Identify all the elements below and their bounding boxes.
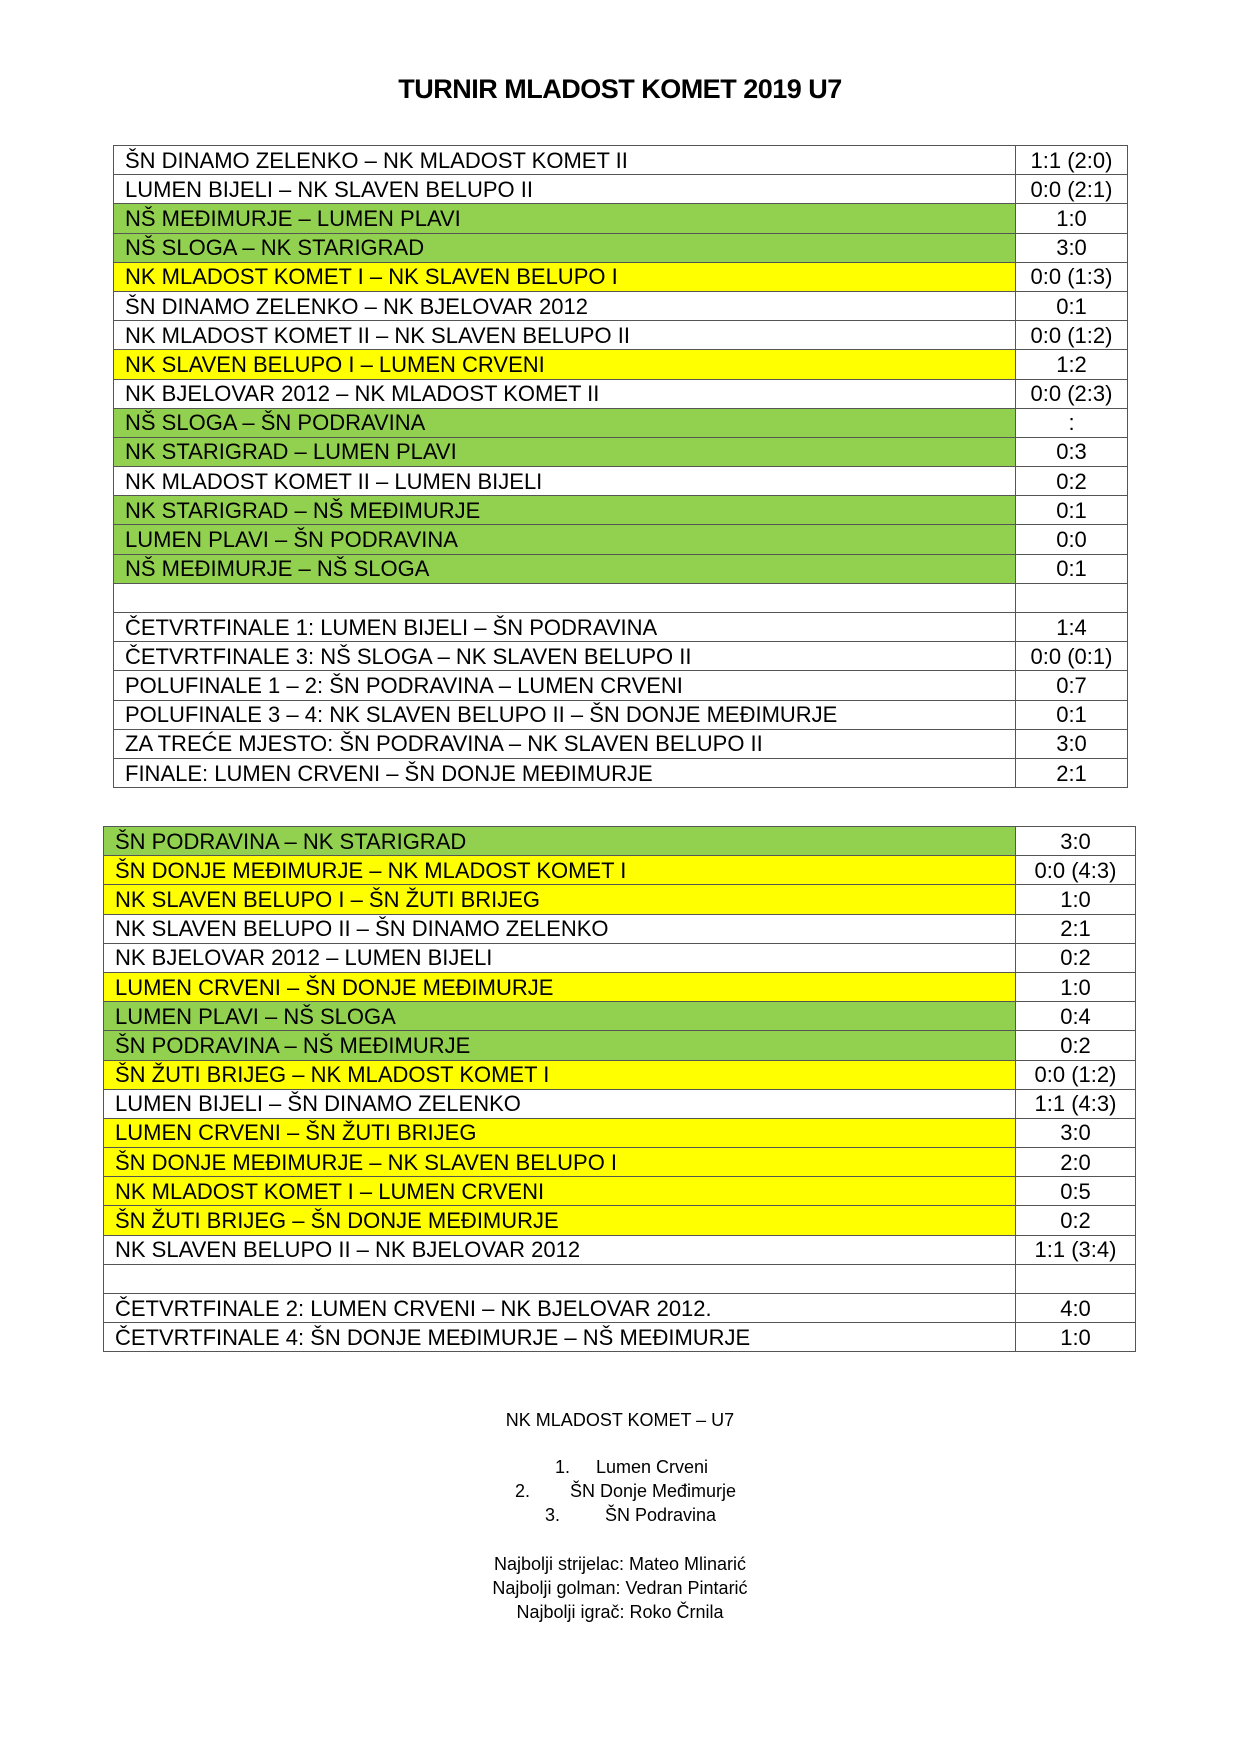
standing-3 (0, 1503, 1240, 1527)
match-score: : (1016, 408, 1128, 437)
match-teams: LUMEN CRVENI – ŠN DONJE MEĐIMURJE (104, 972, 1016, 1001)
match-row (104, 885, 1136, 914)
match-teams: ČETVRTFINALE 1: LUMEN BIJELI – ŠN PODRAVINA (114, 613, 1016, 642)
match-row (104, 856, 1136, 885)
match-row (114, 758, 1128, 787)
match-row (104, 1235, 1136, 1264)
match-teams: NK SLAVEN BELUPO I – LUMEN CRVENI (114, 350, 1016, 379)
match-score: 0:5 (1016, 1177, 1136, 1206)
match-score: 0:0 (1:2) (1016, 321, 1128, 350)
standing-team: ŠN Donje Međimurje (570, 1481, 737, 1501)
match-teams: ŠN DONJE MEĐIMURJE – NK MLADOST KOMET I (104, 856, 1016, 885)
match-teams: LUMEN CRVENI – ŠN ŽUTI BRIJEG (104, 1118, 1016, 1147)
match-teams: NK STARIGRAD – LUMEN PLAVI (114, 437, 1016, 466)
match-score: 0:2 (1016, 943, 1136, 972)
match-teams: NŠ MEĐIMURJE – LUMEN PLAVI (114, 204, 1016, 233)
match-teams: LUMEN PLAVI – ŠN PODRAVINA (114, 525, 1016, 554)
match-teams: NŠ SLOGA – NK STARIGRAD (114, 233, 1016, 262)
match-teams: ČETVRTFINALE 3: NŠ SLOGA – NK SLAVEN BELUPO II (114, 642, 1016, 671)
match-teams: ZA TREĆE MJESTO: ŠN PODRAVINA – NK SLAVEN BELUPO II (114, 729, 1016, 758)
match-row (114, 291, 1128, 320)
spacer-row (104, 1264, 1136, 1293)
match-score: 0:0 (4:3) (1016, 856, 1136, 885)
match-row (114, 467, 1128, 496)
match-teams: NK MLADOST KOMET II – NK SLAVEN BELUPO II (114, 321, 1016, 350)
match-teams: NK MLADOST KOMET II – LUMEN BIJELI (114, 467, 1016, 496)
match-score: 0:1 (1016, 700, 1128, 729)
match-teams: NŠ MEĐIMURJE – NŠ SLOGA (114, 554, 1016, 583)
match-row (114, 642, 1128, 671)
match-score: 3:0 (1016, 827, 1136, 856)
match-score: 0:2 (1016, 1206, 1136, 1235)
page-title: TURNIR MLADOST KOMET 2019 U7 (398, 74, 842, 104)
match-row (104, 914, 1136, 943)
match-score: 0:1 (1016, 291, 1128, 320)
match-teams: NK MLADOST KOMET I – NK SLAVEN BELUPO I (114, 262, 1016, 291)
match-row (114, 175, 1128, 204)
match-teams: NK SLAVEN BELUPO I – ŠN ŽUTI BRIJEG (104, 885, 1016, 914)
match-row (104, 1002, 1136, 1031)
standing-2 (0, 1479, 1240, 1503)
match-row (114, 613, 1128, 642)
match-score: 1:1 (4:3) (1016, 1089, 1136, 1118)
match-row (104, 1118, 1136, 1147)
match-row (114, 379, 1128, 408)
match-teams: ŠN DINAMO ZELENKO – NK BJELOVAR 2012 (114, 291, 1016, 320)
match-teams: ŠN ŽUTI BRIJEG – NK MLADOST KOMET I (104, 1060, 1016, 1089)
match-score: 1:0 (1016, 1323, 1136, 1352)
match-teams: LUMEN BIJELI – NK SLAVEN BELUPO II (114, 175, 1016, 204)
match-teams: NK BJELOVAR 2012 – LUMEN BIJELI (104, 943, 1016, 972)
match-teams: NK SLAVEN BELUPO II – ŠN DINAMO ZELENKO (104, 914, 1016, 943)
match-teams: ŠN PODRAVINA – NK STARIGRAD (104, 827, 1016, 856)
match-score (1016, 583, 1128, 612)
match-teams: NK STARIGRAD – NŠ MEĐIMURJE (114, 496, 1016, 525)
match-row (114, 146, 1128, 175)
match-score: 4:0 (1016, 1294, 1136, 1323)
match-row (114, 525, 1128, 554)
match-teams: ČETVRTFINALE 2: LUMEN CRVENI – NK BJELOVAR 2012. (104, 1294, 1016, 1323)
match-row (104, 1323, 1136, 1352)
match-row (104, 1060, 1136, 1089)
match-score: 0:0 (2:1) (1016, 175, 1128, 204)
award-best-player: Najbolji igrač: Roko Črnila (516, 1602, 724, 1622)
match-row (104, 943, 1136, 972)
match-teams: POLUFINALE 3 – 4: NK SLAVEN BELUPO II – ŠN DONJE MEĐIMURJE (114, 700, 1016, 729)
match-score: 2:0 (1016, 1148, 1136, 1177)
standing-rank: 1. (555, 1457, 571, 1477)
awards (0, 1552, 1240, 1624)
match-teams: NK BJELOVAR 2012 – NK MLADOST KOMET II (114, 379, 1016, 408)
match-teams: ŠN DONJE MEĐIMURJE – NK SLAVEN BELUPO I (104, 1148, 1016, 1177)
match-score: 1:1 (2:0) (1016, 146, 1128, 175)
match-score: 0:3 (1016, 437, 1128, 466)
match-score: 1:4 (1016, 613, 1128, 642)
match-row (104, 1089, 1136, 1118)
match-row (104, 1206, 1136, 1235)
match-row (104, 972, 1136, 1001)
match-score: 0:4 (1016, 1002, 1136, 1031)
match-teams: LUMEN BIJELI – ŠN DINAMO ZELENKO (104, 1089, 1016, 1118)
award-best-goalkeeper: Najbolji golman: Vedran Pintarić (492, 1578, 748, 1598)
match-row (114, 496, 1128, 525)
match-row (114, 350, 1128, 379)
match-teams: ČETVRTFINALE 4: ŠN DONJE MEĐIMURJE – NŠ MEĐIMURJE (104, 1323, 1016, 1352)
match-row (104, 827, 1136, 856)
match-teams: ŠN DINAMO ZELENKO – NK MLADOST KOMET II (114, 146, 1016, 175)
match-row (114, 204, 1128, 233)
match-score: 0:0 (0:1) (1016, 642, 1128, 671)
match-row (114, 262, 1128, 291)
spacer-row (114, 583, 1128, 612)
standing-1 (0, 1455, 1240, 1479)
match-score: 0:0 (2:3) (1016, 379, 1128, 408)
match-row (114, 408, 1128, 437)
match-score: 0:0 (1:3) (1016, 262, 1128, 291)
match-teams (114, 583, 1016, 612)
award-best-scorer: Najbolji strijelac: Mateo Mlinarić (493, 1554, 747, 1574)
match-score: 3:0 (1016, 1118, 1136, 1147)
match-score: 1:0 (1016, 204, 1128, 233)
match-teams: FINALE: LUMEN CRVENI – ŠN DONJE MEĐIMURJE (114, 758, 1016, 787)
standing-team: Lumen Crveni (596, 1457, 709, 1477)
match-score: 0:0 (1:2) (1016, 1060, 1136, 1089)
match-score: 0:1 (1016, 554, 1128, 583)
match-score: 1:1 (3:4) (1016, 1235, 1136, 1264)
match-row (104, 1031, 1136, 1060)
standing-team: ŠN Podravina (605, 1505, 717, 1525)
results-table-1 (113, 145, 1128, 788)
match-score: 3:0 (1016, 729, 1128, 758)
match-score: 3:0 (1016, 233, 1128, 262)
match-score: 0:1 (1016, 496, 1128, 525)
match-score: 1:0 (1016, 972, 1136, 1001)
match-score: 0:0 (1016, 525, 1128, 554)
match-score: 0:7 (1016, 671, 1128, 700)
final-standings (0, 1455, 1240, 1527)
match-row (114, 671, 1128, 700)
standing-rank: 2. (515, 1481, 531, 1501)
match-teams: NK MLADOST KOMET I – LUMEN CRVENI (104, 1177, 1016, 1206)
match-teams (104, 1264, 1016, 1293)
results-table-2 (103, 826, 1136, 1352)
match-score (1016, 1264, 1136, 1293)
match-teams: NŠ SLOGA – ŠN PODRAVINA (114, 408, 1016, 437)
match-row (114, 233, 1128, 262)
match-teams: LUMEN PLAVI – NŠ SLOGA (104, 1002, 1016, 1031)
match-score: 1:2 (1016, 350, 1128, 379)
match-row (104, 1294, 1136, 1323)
match-teams: ŠN PODRAVINA – NŠ MEĐIMURJE (104, 1031, 1016, 1060)
match-row (114, 554, 1128, 583)
match-score: 2:1 (1016, 758, 1128, 787)
match-row (114, 321, 1128, 350)
standing-rank: 3. (545, 1505, 561, 1525)
match-row (104, 1177, 1136, 1206)
match-row (114, 437, 1128, 466)
match-row (114, 700, 1128, 729)
match-row (104, 1148, 1136, 1177)
match-score: 1:0 (1016, 885, 1136, 914)
club-heading: NK MLADOST KOMET – U7 (505, 1410, 735, 1430)
match-score: 2:1 (1016, 914, 1136, 943)
match-score: 0:2 (1016, 467, 1128, 496)
match-score: 0:2 (1016, 1031, 1136, 1060)
match-teams: POLUFINALE 1 – 2: ŠN PODRAVINA – LUMEN CRVENI (114, 671, 1016, 700)
match-row (114, 729, 1128, 758)
match-teams: ŠN ŽUTI BRIJEG – ŠN DONJE MEĐIMURJE (104, 1206, 1016, 1235)
match-teams: NK SLAVEN BELUPO II – NK BJELOVAR 2012 (104, 1235, 1016, 1264)
